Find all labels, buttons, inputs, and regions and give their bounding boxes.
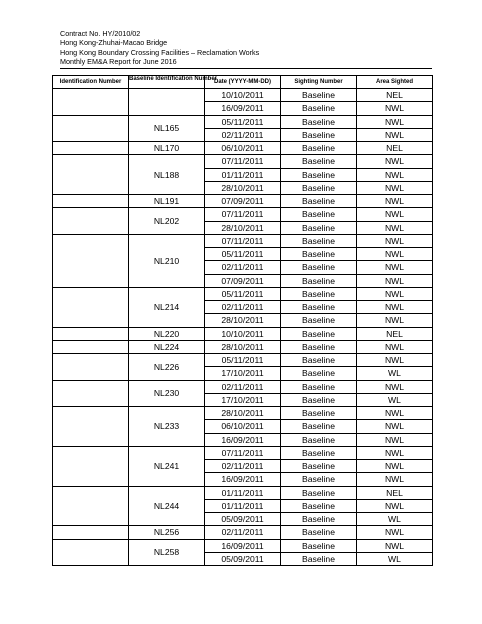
sightings-table xyxy=(52,75,433,566)
table-row xyxy=(53,340,433,353)
table-row xyxy=(53,287,433,300)
table-row xyxy=(53,208,433,221)
identification-number-cell xyxy=(53,380,129,407)
sighting-number-cell: Baseline xyxy=(281,446,357,459)
baseline-id-cell: NL220 xyxy=(129,327,205,340)
sighting-number-cell: Baseline xyxy=(281,380,357,393)
area-sighted-cell: NWL xyxy=(357,420,433,433)
date-cell: 02/11/2011 xyxy=(205,301,281,314)
date-cell: 28/10/2011 xyxy=(205,221,281,234)
date-cell: 17/10/2011 xyxy=(205,367,281,380)
sighting-number-cell: Baseline xyxy=(281,168,357,181)
baseline-id-cell: NL233 xyxy=(129,407,205,447)
area-sighted-cell: NWL xyxy=(357,539,433,552)
identification-number-cell xyxy=(53,354,129,381)
area-sighted-cell: NWL xyxy=(357,354,433,367)
date-cell: 05/11/2011 xyxy=(205,115,281,128)
sighting-number-cell: Baseline xyxy=(281,142,357,155)
date-cell: 07/11/2011 xyxy=(205,208,281,221)
table-row xyxy=(53,155,433,168)
date-cell: 05/11/2011 xyxy=(205,287,281,300)
sighting-number-cell: Baseline xyxy=(281,473,357,486)
area-sighted-cell: NWL xyxy=(357,340,433,353)
sighting-number-cell: Baseline xyxy=(281,539,357,552)
identification-number-cell xyxy=(53,446,129,486)
date-cell: 05/11/2011 xyxy=(205,248,281,261)
date-cell: 28/10/2011 xyxy=(205,314,281,327)
sighting-number-cell: Baseline xyxy=(281,314,357,327)
sighting-number-cell: Baseline xyxy=(281,393,357,406)
baseline-id-cell: NL214 xyxy=(129,287,205,327)
table-row xyxy=(53,539,433,552)
area-sighted-cell: NWL xyxy=(357,526,433,539)
sighting-number-cell: Baseline xyxy=(281,420,357,433)
sighting-number-cell: Baseline xyxy=(281,221,357,234)
date-cell: 07/09/2011 xyxy=(205,195,281,208)
date-cell: 06/10/2011 xyxy=(205,420,281,433)
identification-number-cell xyxy=(53,340,129,353)
table-row xyxy=(53,327,433,340)
table-row xyxy=(53,380,433,393)
baseline-id-cell: NL188 xyxy=(129,155,205,195)
sighting-number-cell: Baseline xyxy=(281,208,357,221)
date-cell: 16/09/2011 xyxy=(205,539,281,552)
identification-number-cell xyxy=(53,526,129,539)
area-sighted-cell: NWL xyxy=(357,181,433,194)
identification-number-cell xyxy=(53,407,129,447)
identification-number-cell xyxy=(53,539,129,566)
date-cell: 10/10/2011 xyxy=(205,89,281,102)
table-row xyxy=(53,486,433,499)
table-row xyxy=(53,195,433,208)
date-cell: 02/11/2011 xyxy=(205,128,281,141)
sighting-number-cell: Baseline xyxy=(281,513,357,526)
baseline-id-cell: NL224 xyxy=(129,340,205,353)
date-cell: 28/10/2011 xyxy=(205,181,281,194)
document-header xyxy=(60,29,259,66)
area-sighted-cell: NEL xyxy=(357,142,433,155)
date-cell: 16/09/2011 xyxy=(205,433,281,446)
header-rule xyxy=(60,68,432,69)
baseline-id-cell: NL170 xyxy=(129,142,205,155)
date-cell: 28/10/2011 xyxy=(205,407,281,420)
date-cell: 01/11/2011 xyxy=(205,499,281,512)
area-sighted-cell: NWL xyxy=(357,473,433,486)
baseline-id-cell: NL165 xyxy=(129,115,205,142)
table-header-row xyxy=(53,76,433,89)
date-cell: 07/11/2011 xyxy=(205,234,281,247)
date-cell: 02/11/2011 xyxy=(205,460,281,473)
sighting-number-cell: Baseline xyxy=(281,248,357,261)
date-cell: 10/10/2011 xyxy=(205,327,281,340)
area-sighted-cell: NWL xyxy=(357,234,433,247)
sighting-number-cell: Baseline xyxy=(281,340,357,353)
identification-number-cell xyxy=(53,155,129,195)
sighting-number-cell: Baseline xyxy=(281,301,357,314)
column-header-date: Date (YYYY-MM-DD) xyxy=(205,76,281,89)
column-header-sighting-number: Sighting Number xyxy=(281,76,357,89)
column-header-identification-number: Identification Number xyxy=(53,76,129,89)
date-cell: 16/09/2011 xyxy=(205,102,281,115)
table-row xyxy=(53,407,433,420)
area-sighted-cell: NEL xyxy=(357,327,433,340)
sighting-number-cell: Baseline xyxy=(281,499,357,512)
area-sighted-cell: NEL xyxy=(357,486,433,499)
sighting-number-cell: Baseline xyxy=(281,102,357,115)
table-row xyxy=(53,115,433,128)
baseline-id-cell: NL210 xyxy=(129,234,205,287)
baseline-id-cell: NL226 xyxy=(129,354,205,381)
date-cell: 07/11/2011 xyxy=(205,155,281,168)
identification-number-cell xyxy=(53,486,129,526)
area-sighted-cell: NWL xyxy=(357,314,433,327)
table-row xyxy=(53,526,433,539)
area-sighted-cell: WL xyxy=(357,513,433,526)
sighting-number-cell: Baseline xyxy=(281,486,357,499)
area-sighted-cell: NWL xyxy=(357,128,433,141)
report-title: Monthly EM&A Report for June 2016 xyxy=(60,56,177,66)
date-cell: 05/09/2011 xyxy=(205,552,281,565)
sighting-number-cell: Baseline xyxy=(281,407,357,420)
baseline-id-cell: NL241 xyxy=(129,446,205,486)
baseline-id-cell xyxy=(129,89,205,116)
area-sighted-cell: NWL xyxy=(357,208,433,221)
sighting-number-cell: Baseline xyxy=(281,274,357,287)
sighting-number-cell: Baseline xyxy=(281,460,357,473)
date-cell: 07/11/2011 xyxy=(205,446,281,459)
table-row xyxy=(53,89,433,102)
area-sighted-cell: NWL xyxy=(357,155,433,168)
table-row xyxy=(53,142,433,155)
baseline-id-cell: NL258 xyxy=(129,539,205,566)
baseline-id-cell: NL230 xyxy=(129,380,205,407)
sighting-number-cell: Baseline xyxy=(281,526,357,539)
table-row xyxy=(53,446,433,459)
contract-number: Contract No. HY/2010/02 xyxy=(60,29,141,38)
identification-number-cell xyxy=(53,287,129,327)
baseline-id-cell: NL191 xyxy=(129,195,205,208)
area-sighted-cell: NEL xyxy=(357,89,433,102)
area-sighted-cell: NWL xyxy=(357,274,433,287)
date-cell: 05/09/2011 xyxy=(205,513,281,526)
date-cell: 02/11/2011 xyxy=(205,526,281,539)
date-cell: 16/09/2011 xyxy=(205,473,281,486)
area-sighted-cell: WL xyxy=(357,552,433,565)
date-cell: 17/10/2011 xyxy=(205,393,281,406)
area-sighted-cell: NWL xyxy=(357,195,433,208)
area-sighted-cell: WL xyxy=(357,393,433,406)
sighting-number-cell: Baseline xyxy=(281,552,357,565)
area-sighted-cell: NWL xyxy=(357,301,433,314)
area-sighted-cell: NWL xyxy=(357,261,433,274)
sighting-number-cell: Baseline xyxy=(281,261,357,274)
sighting-number-cell: Baseline xyxy=(281,181,357,194)
identification-number-cell xyxy=(53,234,129,287)
column-header-area-sighted: Area Sighted xyxy=(357,76,433,89)
area-sighted-cell: NWL xyxy=(357,287,433,300)
area-sighted-cell: NWL xyxy=(357,102,433,115)
date-cell: 01/11/2011 xyxy=(205,486,281,499)
identification-number-cell xyxy=(53,327,129,340)
project-subtitle: Hong Kong Boundary Crossing Facilities – Reclamation Works xyxy=(60,47,260,57)
table-body xyxy=(53,89,433,566)
area-sighted-cell: NWL xyxy=(357,168,433,181)
column-header-baseline-identification-number: Baseline Identification Number xyxy=(129,76,205,89)
sighting-number-cell: Baseline xyxy=(281,115,357,128)
area-sighted-cell: NWL xyxy=(357,460,433,473)
date-cell: 07/09/2011 xyxy=(205,274,281,287)
area-sighted-cell: NWL xyxy=(357,407,433,420)
date-cell: 01/11/2011 xyxy=(205,168,281,181)
identification-number-cell xyxy=(53,115,129,142)
date-cell: 06/10/2011 xyxy=(205,142,281,155)
area-sighted-cell: NWL xyxy=(357,221,433,234)
area-sighted-cell: NWL xyxy=(357,248,433,261)
sighting-number-cell: Baseline xyxy=(281,367,357,380)
date-cell: 28/10/2011 xyxy=(205,340,281,353)
area-sighted-cell: NWL xyxy=(357,446,433,459)
date-cell: 02/11/2011 xyxy=(205,261,281,274)
identification-number-cell xyxy=(53,195,129,208)
table-row xyxy=(53,354,433,367)
baseline-id-cell: NL244 xyxy=(129,486,205,526)
area-sighted-cell: NWL xyxy=(357,380,433,393)
sighting-number-cell: Baseline xyxy=(281,155,357,168)
table-row xyxy=(53,234,433,247)
sighting-number-cell: Baseline xyxy=(281,327,357,340)
area-sighted-cell: NWL xyxy=(357,499,433,512)
sighting-number-cell: Baseline xyxy=(281,128,357,141)
sighting-number-cell: Baseline xyxy=(281,89,357,102)
sighting-number-cell: Baseline xyxy=(281,354,357,367)
sighting-number-cell: Baseline xyxy=(281,234,357,247)
baseline-id-cell: NL256 xyxy=(129,526,205,539)
project-name: Hong Kong-Zhuhai-Macao Bridge xyxy=(60,38,168,48)
baseline-id-cell: NL202 xyxy=(129,208,205,235)
area-sighted-cell: WL xyxy=(357,367,433,380)
identification-number-cell xyxy=(53,142,129,155)
sighting-number-cell: Baseline xyxy=(281,433,357,446)
date-cell: 02/11/2011 xyxy=(205,380,281,393)
identification-number-cell xyxy=(53,89,129,116)
identification-number-cell xyxy=(53,208,129,235)
area-sighted-cell: NWL xyxy=(357,433,433,446)
date-cell: 05/11/2011 xyxy=(205,354,281,367)
sighting-number-cell: Baseline xyxy=(281,195,357,208)
sighting-number-cell: Baseline xyxy=(281,287,357,300)
area-sighted-cell: NWL xyxy=(357,115,433,128)
